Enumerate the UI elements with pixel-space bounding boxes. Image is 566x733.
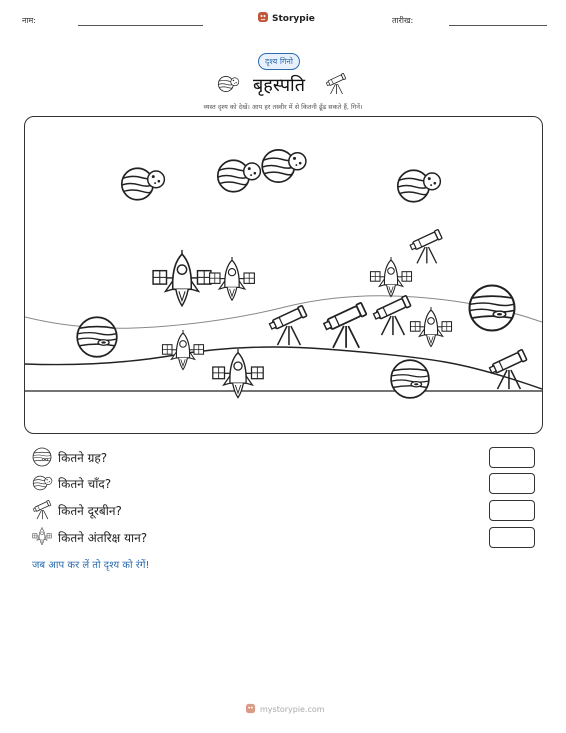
telescope-3 [322,303,366,348]
rocket-6 [213,349,263,398]
planet-1 [77,317,117,357]
rocket-5 [162,330,203,370]
moon-planet-1 [122,168,165,199]
question-spaceships [32,527,147,547]
brand-logo [257,11,315,26]
telescope-5 [488,350,527,390]
question-moons [32,473,111,493]
telescope-2 [268,306,307,346]
answer-box-planets[interactable] [489,447,535,468]
footer [245,703,325,716]
answer-box-moons[interactable] [489,473,535,494]
rocket-3 [370,257,411,297]
question-text: कितने ग्रह? [58,450,108,465]
title-planet-icon [217,74,241,94]
planet-2 [470,286,515,331]
moon-planet-4 [398,170,441,201]
question-planets [32,447,107,467]
telescope-4 [372,296,411,336]
mascot-icon [257,11,269,26]
color-instruction: जब आप कर लें तो दृश्य को रंगें! [32,560,150,571]
answer-box-telescopes[interactable] [489,500,535,521]
question-telescopes [32,500,122,520]
name-line[interactable] [78,25,203,26]
telescope-icon [32,500,52,520]
scene-artwork [25,117,542,433]
brand-name: Storypie [272,13,315,24]
activity-tag: दृश्य गिनो [258,53,300,70]
name-label: नाम: [22,16,36,25]
footer-url[interactable]: mystorypie.com [260,705,325,714]
planet-icon [32,447,52,467]
moon-planet-3 [262,150,306,182]
mascot-icon [245,703,256,716]
telescope-1 [409,229,442,263]
question-text: कितने चाँद? [58,476,112,491]
date-line[interactable] [449,25,547,26]
date-label: तारीख: [392,16,414,25]
page-title: बृहस्पति [253,75,305,96]
moon-planet-2 [218,160,261,191]
rocket-4 [410,307,451,347]
answer-box-spaceships[interactable] [489,527,535,548]
count-scene [24,116,543,434]
instructions: व्यस्त दृश्य को देखें। आप हर तस्वीर में से कितनी ढूँढ सकते हैं, गिनें। [203,103,363,111]
rocket-1 [153,250,211,306]
planet-3 [391,360,429,398]
spaceship-icon [32,527,52,547]
question-text: कितने अंतरिक्ष यान? [58,530,148,545]
moon-icon [32,473,52,493]
question-text: कितने दूरबीन? [58,503,122,518]
rocket-2 [210,257,255,300]
title-telescope-icon [325,73,347,95]
